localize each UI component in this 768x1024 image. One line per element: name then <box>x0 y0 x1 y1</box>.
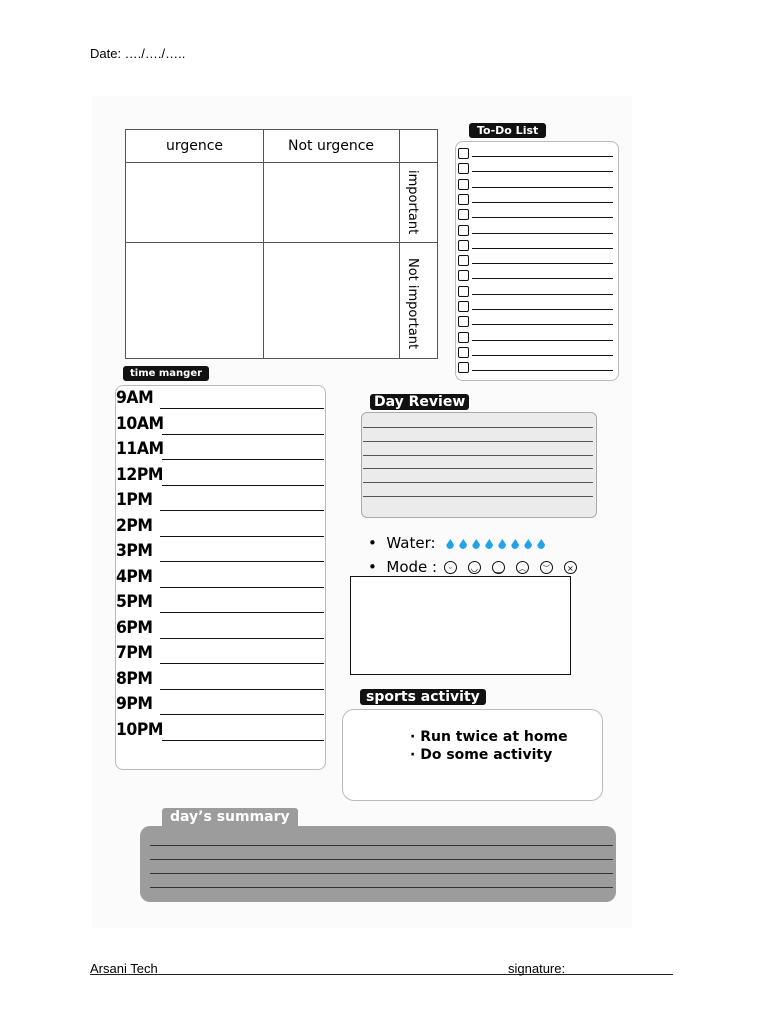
todo-item[interactable] <box>458 194 613 206</box>
time-label: 9AM <box>116 388 154 408</box>
time-label: 4PM <box>116 566 153 587</box>
checkbox[interactable] <box>458 225 469 236</box>
time-line <box>160 612 324 613</box>
matrix-col-urgent: urgence <box>165 138 224 154</box>
time-slot <box>116 643 324 667</box>
time-line <box>160 408 324 409</box>
summary-line <box>150 859 613 860</box>
todo-item[interactable] <box>458 270 613 282</box>
todo-line <box>472 355 613 356</box>
date-label: Date: …./…./….. <box>90 46 186 61</box>
time-slot <box>116 720 324 744</box>
review-line <box>363 427 593 428</box>
review-line <box>363 468 593 469</box>
time-slot <box>116 592 324 616</box>
todo-item[interactable] <box>458 347 613 359</box>
todo-line <box>472 263 613 264</box>
todo-item[interactable] <box>458 332 613 344</box>
time-slot <box>116 490 324 514</box>
water-drop-icon[interactable] <box>485 539 493 549</box>
footer-rule <box>90 974 673 975</box>
time-line <box>160 587 324 588</box>
todo-item[interactable] <box>458 301 613 313</box>
time-label: 10AM <box>116 413 164 434</box>
time-line <box>162 740 324 741</box>
time-line <box>160 689 324 690</box>
todo-item[interactable] <box>458 286 613 298</box>
time-line <box>160 510 324 511</box>
time-slot <box>116 541 324 565</box>
time-label: 3PM <box>116 541 153 561</box>
checkbox[interactable] <box>458 301 469 312</box>
checkbox[interactable] <box>458 332 469 343</box>
time-slot <box>116 414 324 438</box>
frown-face-icon[interactable]: ︶ <box>540 561 553 574</box>
time-label: 1PM <box>116 490 153 510</box>
signature-label: signature: <box>508 961 566 976</box>
sports-item: · Do some activity <box>410 747 553 763</box>
review-line <box>363 482 593 483</box>
checkbox[interactable] <box>458 209 469 220</box>
checkbox[interactable] <box>458 240 469 251</box>
time-manager-title: time manger <box>123 366 209 381</box>
matrix-row-not-important: Not important <box>405 258 420 350</box>
water-row: • Water: <box>368 534 550 552</box>
water-drop-icon[interactable] <box>472 539 480 549</box>
time-slot <box>116 465 324 489</box>
todo-line <box>472 202 613 203</box>
todo-title: To-Do List <box>469 123 546 138</box>
review-line <box>363 455 593 456</box>
todo-item[interactable] <box>458 225 613 237</box>
matrix-row-important: important <box>405 170 420 235</box>
notes-box <box>350 576 571 675</box>
time-label: 2PM <box>116 515 153 536</box>
time-slot <box>116 388 324 412</box>
time-label: 7PM <box>116 643 153 663</box>
water-drop-icon[interactable] <box>498 539 506 549</box>
time-line <box>160 714 324 715</box>
checkbox[interactable] <box>458 286 469 297</box>
time-line <box>160 536 324 537</box>
time-line <box>160 638 324 639</box>
time-line <box>162 485 324 486</box>
todo-line <box>472 309 613 310</box>
laughing-face-icon[interactable]: ᵕ <box>444 561 457 574</box>
todo-item[interactable] <box>458 255 613 267</box>
water-drop-icon[interactable] <box>537 539 545 549</box>
time-slot <box>116 567 324 591</box>
water-label: Water: <box>386 534 436 552</box>
checkbox[interactable] <box>458 179 469 190</box>
todo-line <box>472 171 613 172</box>
time-label: 6PM <box>116 617 153 638</box>
review-line <box>363 441 593 442</box>
time-line <box>162 434 324 435</box>
todo-line <box>472 324 613 325</box>
todo-line <box>472 156 613 157</box>
checkbox[interactable] <box>458 362 469 373</box>
todo-line <box>472 233 613 234</box>
water-drop-icon[interactable] <box>524 539 532 549</box>
time-line <box>162 459 324 460</box>
summary-box <box>140 826 616 902</box>
todo-item[interactable] <box>458 163 613 175</box>
todo-item[interactable] <box>458 316 613 328</box>
summary-line <box>150 845 613 846</box>
time-slot <box>116 439 324 463</box>
time-slot <box>116 669 324 693</box>
time-label: 11AM <box>116 439 164 459</box>
smile-face-icon[interactable]: ‿ <box>492 561 505 574</box>
todo-line <box>472 248 613 249</box>
mode-row: • Mode : ᵕ ◡ ‿ ︵ ︶ × <box>368 558 588 576</box>
todo-line <box>472 340 613 341</box>
time-label: 10PM <box>116 719 163 740</box>
summary-line <box>150 873 613 874</box>
review-line <box>363 496 593 497</box>
checkbox[interactable] <box>458 163 469 174</box>
checkbox[interactable] <box>458 148 469 159</box>
checkbox[interactable] <box>458 270 469 281</box>
todo-item[interactable] <box>458 362 613 374</box>
time-slot <box>116 516 324 540</box>
mode-label: Mode : <box>386 558 438 576</box>
checkbox[interactable] <box>458 255 469 266</box>
todo-line <box>472 187 613 188</box>
sports-item: · Run twice at home <box>410 729 568 745</box>
time-line <box>160 561 324 562</box>
sad-face-icon[interactable]: ︵ <box>516 561 529 574</box>
summary-title: day’s summary <box>162 808 298 829</box>
summary-line <box>150 887 613 888</box>
matrix-col-not-urgent: Not urgence <box>287 138 375 154</box>
checkbox[interactable] <box>458 194 469 205</box>
time-label: 8PM <box>116 668 153 689</box>
todo-line <box>472 278 613 279</box>
todo-line <box>472 294 613 295</box>
time-label: 9PM <box>116 694 153 714</box>
time-slot <box>116 694 324 718</box>
dizzy-face-icon[interactable]: × <box>564 561 577 574</box>
todo-item[interactable] <box>458 240 613 252</box>
time-label: 5PM <box>116 592 153 612</box>
sports-title: sports activity <box>360 689 486 705</box>
priority-matrix <box>125 129 438 359</box>
todo-line <box>472 370 613 371</box>
water-drop-icon[interactable] <box>459 539 467 549</box>
footer-left: Arsani Tech <box>90 961 158 976</box>
time-line <box>160 663 324 664</box>
todo-item[interactable] <box>458 148 613 160</box>
happy-face-icon[interactable]: ◡ <box>468 561 481 574</box>
todo-item[interactable] <box>458 179 613 191</box>
day-review-title: Day Review <box>370 394 469 410</box>
time-slot <box>116 618 324 642</box>
water-drop-icon[interactable] <box>511 539 519 549</box>
time-label: 12PM <box>116 464 163 485</box>
todo-item[interactable] <box>458 209 613 221</box>
water-drop-icon[interactable] <box>446 539 454 549</box>
checkbox[interactable] <box>458 316 469 327</box>
checkbox[interactable] <box>458 347 469 358</box>
todo-line <box>472 217 613 218</box>
